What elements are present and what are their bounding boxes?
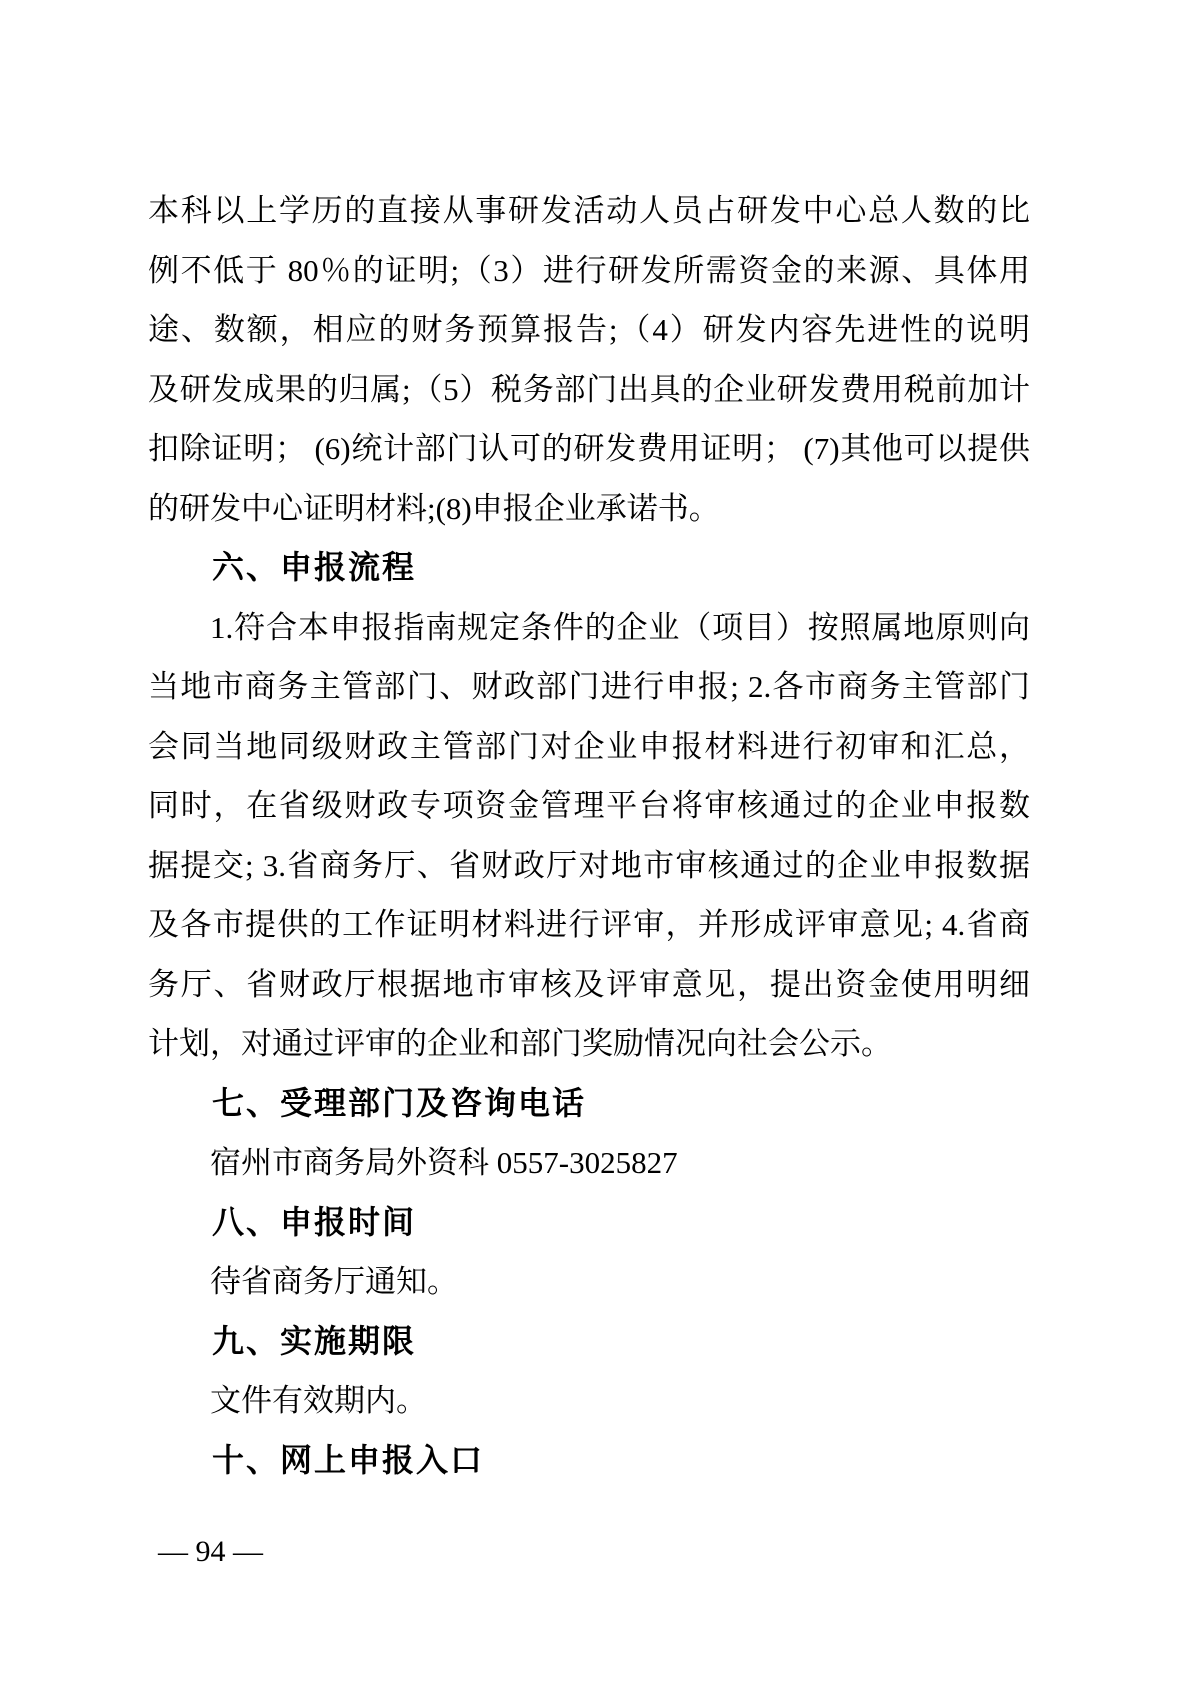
page-number: — 94 —	[158, 1535, 263, 1568]
body-line: 待省商务厅通知。	[210, 1264, 458, 1299]
body-line: 扣除证明； (6)统计部门认可的研发费用证明； (7)其他可以提供	[148, 431, 1030, 466]
section-heading-6: 六、申报流程	[212, 549, 417, 585]
section-heading-8: 八、申报时间	[212, 1203, 417, 1240]
body-line: 文件有效期内。	[210, 1383, 427, 1418]
body-line: 据提交; 3.省商务厅、省财政厅对地市审核通过的企业申报数据	[148, 847, 1030, 883]
body-line: 务厅、省财政厅根据地市审核及评审意见，提出资金使用明细	[148, 966, 1030, 1002]
body-line: 及各市提供的工作证明材料进行评审，并形成评审意见; 4.省商	[148, 907, 1030, 942]
body-line: 本科以上学历的直接从事研发活动人员占研发中心总人数的比	[148, 193, 1030, 228]
body-line: 同时，在省级财政专项资金管理平台将审核通过的企业申报数	[148, 788, 1030, 823]
body-line: 途、数额，相应的财务预算报告;（4）研发内容先进性的说明	[148, 312, 1030, 347]
body-line: 当地市商务主管部门、财政部门进行申报; 2.各市商务主管部门	[148, 669, 1030, 704]
body-line: 及研发成果的归属;（5）税务部门出具的企业研发费用税前加计	[148, 371, 1030, 407]
body-line: 的研发中心证明材料;(8)申报企业承诺书。	[148, 490, 720, 526]
body-line: 会同当地同级财政主管部门对企业申报材料进行初审和汇总，	[148, 728, 1030, 764]
body-line: 1.符合本申报指南规定条件的企业（项目）按照属地原则向	[210, 609, 1030, 645]
document-body	[148, 181, 1030, 1490]
contact-line: 宿州市商务局外资科 0557-3025827	[210, 1145, 678, 1180]
body-line: 计划，对通过评审的企业和部门奖励情况向社会公示。	[148, 1026, 892, 1061]
section-heading-10: 十、网上申报入口	[212, 1441, 485, 1478]
section-heading-7: 七、受理部门及咨询电话	[212, 1084, 587, 1121]
body-line: 例不低于 80％的证明;（3）进行研发所需资金的来源、具体用	[148, 252, 1030, 288]
section-heading-9: 九、实施期限	[212, 1322, 417, 1359]
